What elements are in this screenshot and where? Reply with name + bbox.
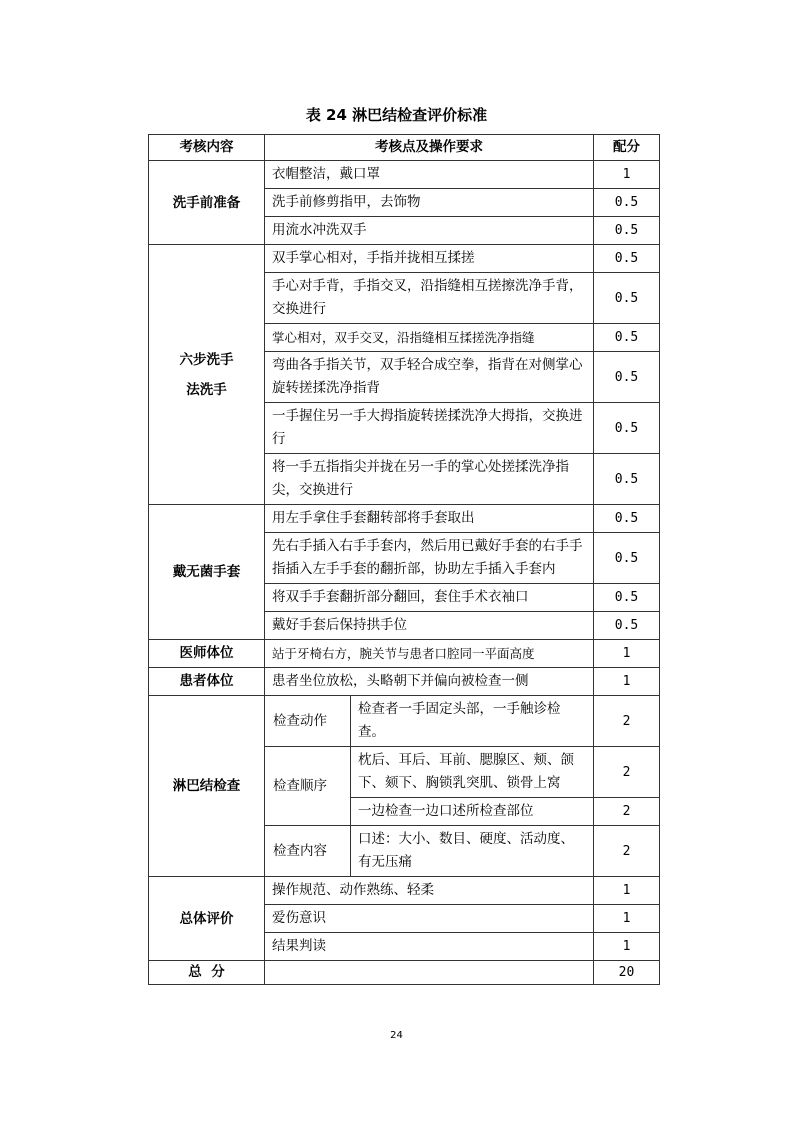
item-text: 双手掌心相对，手指并拢相互揉搓 <box>265 245 594 273</box>
item-score: 0.5 <box>594 612 660 640</box>
item-text: 将一手五指指尖并拢在另一手的掌心处搓揉洗净指尖，交换进行 <box>265 454 594 505</box>
item-score: 1 <box>594 640 660 668</box>
item-text: 口述：大小、数目、硬度、活动度、有无压痛 <box>351 826 594 877</box>
item-score: 0.5 <box>594 584 660 612</box>
item-score: 2 <box>594 826 660 877</box>
total-score: 20 <box>594 961 660 985</box>
category-cell: 戴无菌手套 <box>149 505 265 640</box>
category-cell: 患者体位 <box>149 668 265 696</box>
item-text: 患者坐位放松，头略朝下并偏向被检查一侧 <box>265 668 594 696</box>
item-score: 0.5 <box>594 533 660 584</box>
table-title: 表 24 淋巴结检查评价标准 <box>305 106 488 124</box>
table-row <box>149 877 660 905</box>
item-text: 洗手前修剪指甲，去饰物 <box>265 189 594 217</box>
sub-category-cell: 检查动作 <box>265 696 351 747</box>
item-score: 1 <box>594 933 660 961</box>
item-score: 0.5 <box>594 352 660 403</box>
item-text: 衣帽整洁，戴口罩 <box>265 161 594 189</box>
table-row <box>149 640 660 668</box>
table-row <box>149 245 660 273</box>
item-text: 一手握住另一手大拇指旋转搓揉洗净大拇指，交换进行 <box>265 403 594 454</box>
total-row <box>149 961 660 985</box>
item-text: 手心对手背，手指交叉，沿指缝相互搓擦洗净手背，交换进行 <box>265 273 594 324</box>
table-row <box>149 668 660 696</box>
category-cell: 总体评价 <box>149 877 265 961</box>
category-cell: 医师体位 <box>149 640 265 668</box>
sub-category-cell: 检查内容 <box>265 826 351 877</box>
item-text: 操作规范、动作熟练、轻柔 <box>265 877 594 905</box>
item-text: 弯曲各手指关节，双手轻合成空拳，指背在对侧掌心旋转搓揉洗净指背 <box>265 352 594 403</box>
item-score: 1 <box>594 161 660 189</box>
sub-category-cell: 检查顺序 <box>265 747 351 826</box>
table-header-row <box>149 135 660 161</box>
item-text: 用流水冲洗双手 <box>265 217 594 245</box>
item-score: 2 <box>594 747 660 798</box>
header-content: 考核内容 <box>149 135 265 161</box>
evaluation-table <box>148 134 660 985</box>
item-text: 用左手拿住手套翻转部将手套取出 <box>265 505 594 533</box>
table-row <box>149 505 660 533</box>
total-empty-cell <box>265 961 594 985</box>
item-text: 一边检查一边口述所检查部位 <box>351 798 594 826</box>
item-score: 0.5 <box>594 454 660 505</box>
item-score: 1 <box>594 905 660 933</box>
item-score: 0.5 <box>594 189 660 217</box>
total-label: 总 分 <box>149 961 265 985</box>
item-score: 0.5 <box>594 273 660 324</box>
category-cell: 洗手前准备 <box>149 161 265 245</box>
item-text: 检查者一手固定头部，一手触诊检查。 <box>351 696 594 747</box>
item-text: 戴好手套后保持拱手位 <box>265 612 594 640</box>
item-score: 0.5 <box>594 217 660 245</box>
item-text: 枕后、耳后、耳前、腮腺区、颊、颌下、颏下、胸锁乳突肌、锁骨上窝 <box>351 747 594 798</box>
item-score: 0.5 <box>594 403 660 454</box>
header-score: 配分 <box>594 135 660 161</box>
item-score: 0.5 <box>594 324 660 352</box>
item-score: 2 <box>594 798 660 826</box>
item-text: 结果判读 <box>265 933 594 961</box>
item-score: 0.5 <box>594 505 660 533</box>
header-points: 考核点及操作要求 <box>265 135 594 161</box>
item-text: 站于牙椅右方，腕关节与患者口腔同一平面高度 <box>265 640 594 668</box>
category-cell: 淋巴结检查 <box>149 696 265 877</box>
page-number: 24 <box>390 1030 403 1041</box>
item-score: 1 <box>594 877 660 905</box>
item-text: 先右手插入右手手套内，然后用已戴好手套的右手手指插入左手手套的翻折部，协助左手插入手套内 <box>265 533 594 584</box>
item-text: 掌心相对，双手交叉，沿指缝相互揉搓洗净指缝 <box>265 324 594 352</box>
item-text: 爱伤意识 <box>265 905 594 933</box>
table-row <box>149 161 660 189</box>
item-text: 将双手手套翻折部分翻回，套住手术衣袖口 <box>265 584 594 612</box>
table-row <box>149 696 660 747</box>
item-score: 2 <box>594 696 660 747</box>
item-score: 0.5 <box>594 245 660 273</box>
category-cell: 六步洗手法洗手 <box>149 245 265 505</box>
item-score: 1 <box>594 668 660 696</box>
